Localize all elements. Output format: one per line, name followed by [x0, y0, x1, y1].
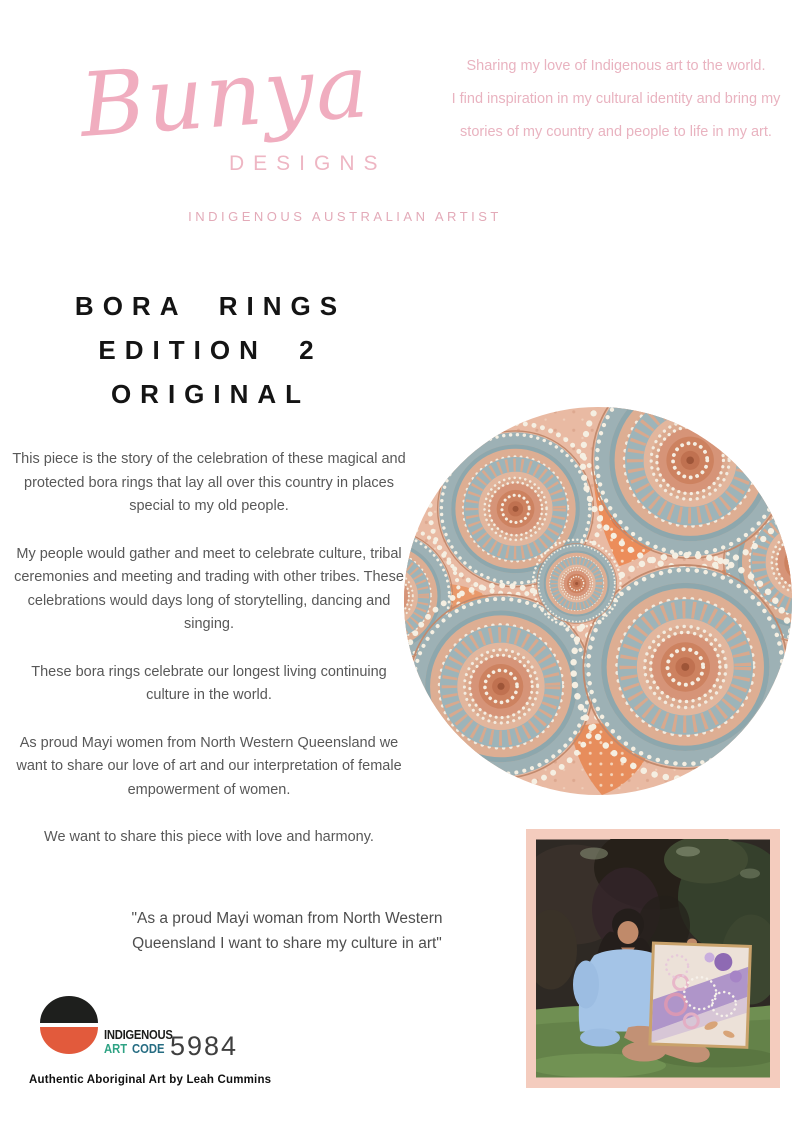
held-canvas-artwork	[648, 942, 752, 1049]
story-paragraph: As proud Mayi women from North Western Queensland we want to share our love of art and our interpretation of female empowerment of women.	[16, 734, 402, 798]
brand-tagline: INDIGENOUS AUSTRALIAN ARTIST	[188, 209, 502, 224]
indigenous-art-code-icon	[40, 996, 98, 1054]
authenticity-statement: Authentic Aboriginal Art by Leah Cummins	[29, 1074, 272, 1086]
iac-label-artcode	[104, 1042, 180, 1056]
iac-label-code: CODE	[131, 1042, 165, 1056]
indigenous-art-code-label	[104, 1028, 180, 1056]
artist-photo-image	[536, 839, 770, 1078]
brand-logo-script: Bunya	[76, 34, 374, 157]
story-paragraph: These bora rings celebrate our longest living continuing culture in the world.	[31, 663, 387, 703]
bora-rings-artwork-image	[404, 407, 792, 795]
iac-label-indigenous: INDIGENOUS	[104, 1028, 173, 1042]
brand-logo-designs: DESIGNS	[229, 152, 387, 175]
story-paragraph: My people would gather and meet to celebrate culture, tribal ceremonies and meeting and trading with other tribes. These celebrations would days long of storytelling, dancing and singing.	[14, 545, 404, 632]
artist-intro-line: Sharing my love of Indigenous art to the world.	[466, 58, 766, 74]
story-paragraph: This piece is the story of the celebration of these magical and protected bora rings that lay all over this country in places special to my old people.	[12, 451, 406, 514]
story-text	[8, 448, 410, 874]
product-title	[10, 284, 402, 416]
product-title-line: BORA RINGS	[74, 291, 347, 321]
artist-intro-line: stories of my country and people to life in my art.	[460, 124, 772, 140]
artist-code-number: 5984	[170, 1031, 239, 1061]
artist-quote: "As a proud Mayi woman from North Western Queensland I want to share my culture in art"	[131, 910, 443, 952]
indigenous-art-code-circle	[40, 996, 98, 1054]
artist-intro-text	[437, 50, 795, 149]
bora-rings-artwork-svg	[404, 407, 792, 795]
product-title-line: EDITION 2	[98, 335, 323, 365]
product-title-line: ORIGINAL	[110, 379, 311, 409]
story-paragraph: We want to share this piece with love and harmony.	[44, 829, 374, 845]
artist-intro-line: I find inspiration in my cultural identity and bring my	[451, 91, 781, 107]
artist-photo-frame	[526, 829, 780, 1088]
iac-label-art: ART	[104, 1042, 128, 1056]
